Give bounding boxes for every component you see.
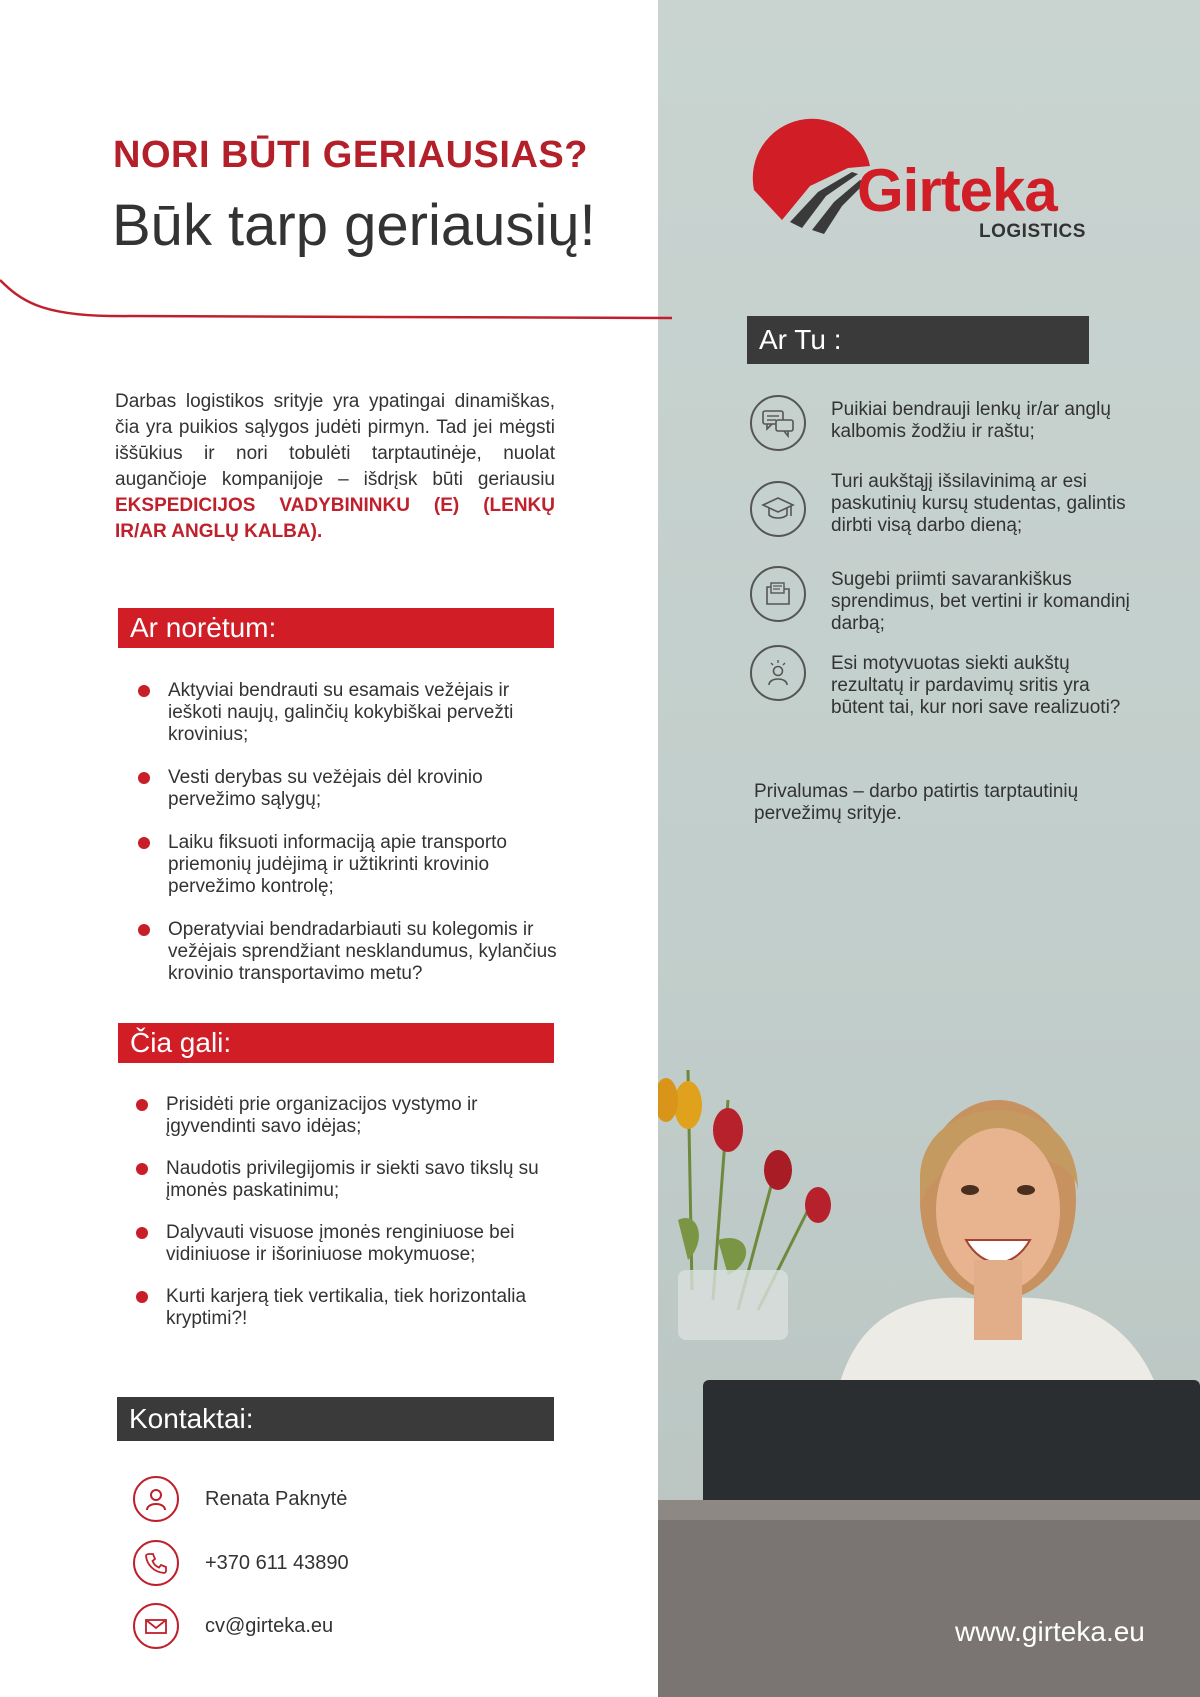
list-item-text: Vesti derybas su vežėjais dėl krovinio pervežimo sąlygų; [168, 767, 483, 810]
requirement-item [750, 471, 1131, 537]
office-photo [658, 1060, 1200, 1697]
requirement-text: Turi aukštąjį išsilavinimą ar esi paskutinių kursų studentas, galintis dirbti visą darbo dieną; [831, 471, 1126, 536]
list-item [133, 1094, 563, 1138]
requirements-title: Ar Tu : [747, 316, 1089, 364]
list-item [133, 1286, 563, 1330]
headline: NORI BŪTI GERIAUSIAS? [113, 134, 588, 176]
contacts-title: Kontaktai: [117, 1397, 554, 1441]
duties-title: Ar norėtum: [118, 608, 554, 648]
list-item-text: Dalyvauti visuose įmonės renginiuose bei vidiniuose ir išoriniuose mokymuose; [166, 1222, 515, 1265]
requirement-item [750, 566, 1131, 635]
requirement-note: Privalumas – darbo patirtis tarptautinių pervežimų srityje. [754, 781, 1079, 824]
subheadline: Būk tarp geriausių! [112, 193, 596, 258]
logo-subtitle: LOGISTICS [979, 221, 1086, 242]
list-item [135, 767, 565, 811]
list-item [133, 1158, 563, 1202]
list-item [135, 832, 565, 898]
list-item [135, 680, 565, 746]
motivated-person-icon [750, 645, 806, 701]
contact-email[interactable]: cv@girteka.eu [205, 1614, 334, 1637]
list-item-text: Aktyviai bendrauti su esamais vežėjais ir ieškoti naujų, galinčių kokybiškai pervežti krovinius; [168, 680, 514, 745]
requirement-item [750, 645, 1131, 719]
requirement-text: Puikiai bendrauji lenkų ir/ar anglų kalbomis žodžiu ir raštu; [831, 399, 1111, 442]
folder-documents-icon [750, 566, 806, 622]
contact-email-row [133, 1603, 333, 1649]
list-item [133, 1222, 563, 1266]
website-url[interactable]: www.girteka.eu [955, 1616, 1145, 1647]
contact-phone-row [133, 1540, 349, 1586]
intro-paragraph [115, 389, 555, 545]
intro-text: Darbas logistikos srityje yra ypatingai dinamiškas, čia yra puikios sąlygos judėti pirmyn. Tad jei mėgsti iššūkius ir nori tobulėti tarptautinėje, nuolat augančioje kompanijoje – išdrįsk būti geriausiu [115, 391, 555, 490]
bullet-dot [138, 837, 150, 849]
person-icon [133, 1476, 179, 1522]
envelope-icon [133, 1603, 179, 1649]
benefits-list [133, 1094, 563, 1330]
contact-name-row [133, 1476, 347, 1522]
duties-list [135, 680, 565, 985]
bullet-dot [136, 1291, 148, 1303]
contact-name: Renata Paknytė [205, 1487, 348, 1510]
contact-phone[interactable]: +370 611 43890 [205, 1551, 349, 1574]
requirement-text: Esi motyvuotas siekti aukštų rezultatų ir pardavimų sritis yra būtent tai, kur nori save realizuoti? [831, 653, 1121, 718]
bullet-dot [138, 685, 150, 697]
bullet-dot [136, 1227, 148, 1239]
graduation-cap-icon [750, 481, 806, 537]
logo-wordmark: Girteka [857, 157, 1057, 224]
requirement-text: Sugebi priimti savarankiškus sprendimus, bet vertini ir komandinį darbą; [831, 569, 1130, 634]
list-item-text: Operatyviai bendradarbiauti su kolegomis ir vežėjais sprendžiant nesklandumus, kylančius krovinio transportavimo metu? [168, 919, 557, 984]
list-item-text: Prisidėti prie organizacijos vystymo ir įgyvendinti savo idėjas; [166, 1094, 478, 1137]
list-item [135, 919, 565, 985]
requirement-item [750, 395, 1131, 451]
list-item-text: Kurti karjerą tiek vertikalia, tiek horizontalia kryptimi?! [166, 1286, 527, 1329]
bullet-dot [136, 1099, 148, 1111]
chat-bubbles-icon [750, 395, 806, 451]
phone-icon [133, 1540, 179, 1586]
intro-highlight: EKSPEDICIJOS VADYBININKU (E) (LENKŲ IR/AR ANGLŲ KALBA). [115, 495, 555, 542]
decorative-swoosh [0, 270, 675, 330]
bullet-dot [136, 1163, 148, 1175]
bullet-dot [138, 924, 150, 936]
list-item-text: Laiku fiksuoti informaciją apie transporto priemonių judėjimą ir užtikrinti krovinio pervežimo kontrolę; [168, 832, 508, 897]
list-item-text: Naudotis privilegijomis ir siekti savo tikslų su įmonės paskatinimu; [166, 1158, 539, 1201]
bullet-dot [138, 772, 150, 784]
benefits-title: Čia gali: [118, 1023, 554, 1063]
